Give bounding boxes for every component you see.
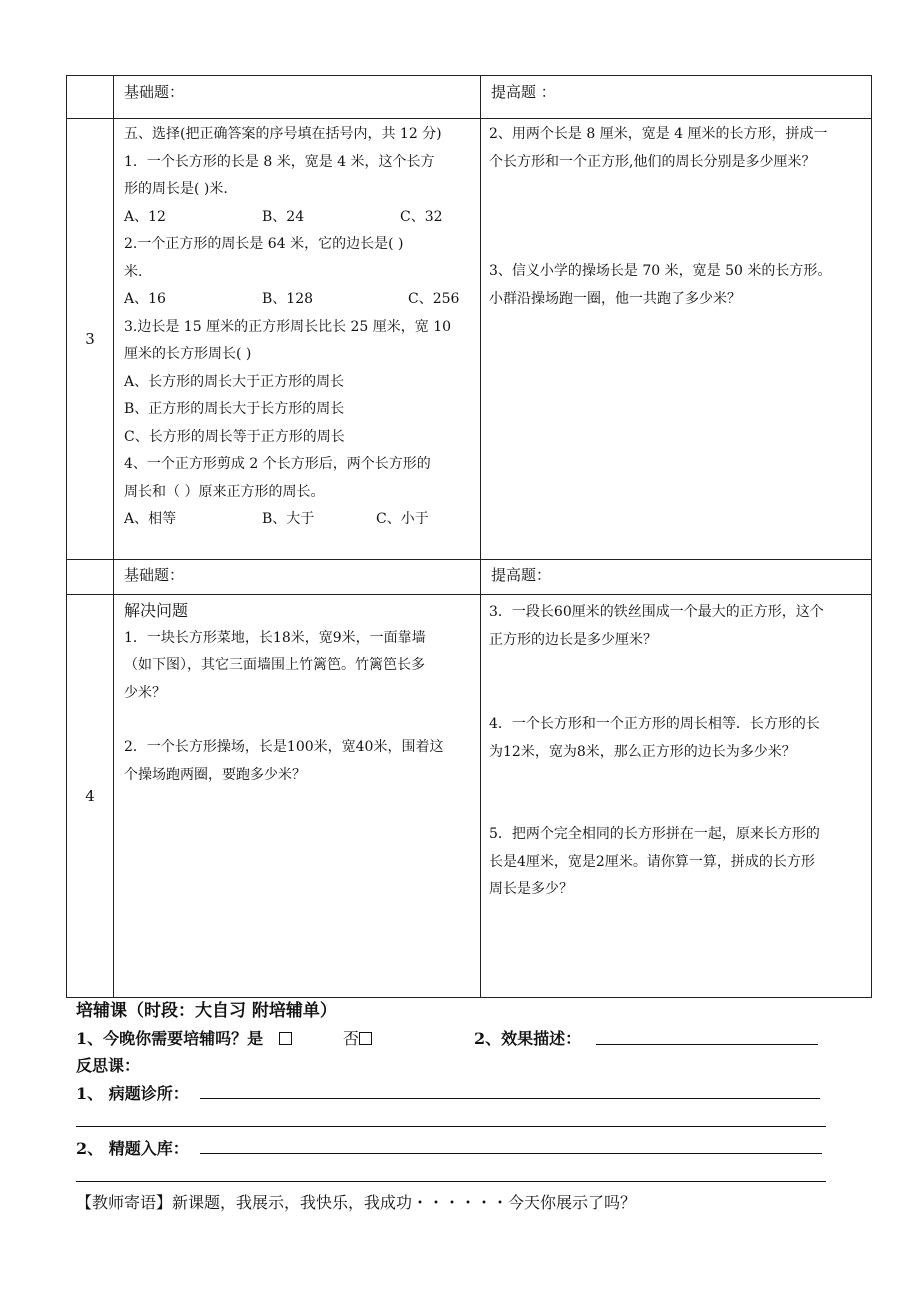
row3-line-9: B、正方形的周长大于长方形的周长 [124,401,345,417]
row4-q2-line-2: 个操场跑两圈，要跑多少米？ [124,766,306,783]
row4-body-row [67,595,872,998]
option-a: A、12 [124,208,166,225]
option-c: C、32 [400,208,443,225]
tutoring-title: 培辅课（时段：大自习 附培辅单） [76,1001,337,1021]
tutoring-question-label: 1、今晚你需要培辅吗？是 [76,1029,264,1048]
row4-adv-q3-line-1: 3．一段长60厘米的铁丝围成一个最大的正方形，这个 [489,604,824,620]
row3-number: 3 [67,119,114,560]
row3-adv-q3-line-2: 小群沿操场跑一圈，他一共跑了多少米？ [489,290,741,307]
row4-header-row [67,560,872,595]
row4-advanced-cell [481,595,872,998]
row3-line-6: 3.边长是 15 厘米的正方形周长比长 25 厘米，宽 10 [124,318,452,335]
row4-q1-line-1: 1．一块长方形菜地，长18米，宽9米，一面靠墙 [124,629,426,646]
option-b: B、128 [262,291,314,307]
row3-line-10: C、长方形的周长等于正方形的周长 [124,428,345,445]
reflection-title: 反思课： [76,1056,141,1075]
row4-q1-line-2: （如下图），其它三面墙围上竹篱笆。竹篱笆长多 [124,657,425,673]
row3-advanced-cell [481,119,872,560]
row4-header-num-cell [67,560,114,595]
exercise-table [66,75,872,998]
yes-checkbox[interactable] [279,1032,292,1045]
row3-adv-q2-line-1: 2、用两个长是 8 厘米，宽是 4 厘米的长方形，拼成一 [489,126,828,142]
option-a: A、16 [124,291,166,307]
row4-basic-cell [114,595,481,998]
option-b: B、大于 [262,511,315,527]
row4-advanced-header: 提高题： [481,560,872,595]
row3-line-4: 2.一个正方形的周长是 64 米，它的边长是( ) [124,236,404,252]
option-a: A、相等 [124,511,177,527]
effect-answer-line[interactable] [596,1044,818,1045]
row3-basic-cell [114,119,481,560]
row3-line-5: 米. [124,263,143,280]
row4-adv-q4-line-1: 4．一个长方形和一个正方形的周长相等．长方形的长 [489,716,820,732]
teacher-motto: 【教师寄语】新课题，我展示，我快乐，我成功・・・・・・今天你展示了吗？ [76,1193,637,1212]
row3-header-row [67,76,872,119]
option-c: C、256 [408,291,460,307]
row3-line-8: A、长方形的周长大于正方形的周长 [124,373,345,390]
row4-adv-q4-line-2: 为12米，宽为8米，那么正方形的边长为多少米？ [489,743,796,760]
row3-header-num-cell [67,76,114,119]
row3-adv-q2-line-2: 个长方形和一个正方形,他们的周长分别是多少厘米？ [489,153,816,170]
row4-q1-line-3: 少米？ [124,684,166,701]
collection-answer-line[interactable] [200,1153,822,1154]
row3-line-2: 1．一个长方形的长是 8 米，宽是 4 米，这个长方 [124,153,435,170]
row4-q2-line-1: 2．一个长方形操场，长是100米，宽40米，围着这 [124,739,444,755]
row4-adv-q3-line-2: 正方形的边长是多少厘米？ [489,631,657,648]
row4-adv-q5-line-3: 周长是多少？ [489,881,573,897]
option-b: B、24 [262,208,305,225]
diagnosis-answer-line[interactable] [200,1098,820,1099]
row3-line-3: 形的周长是( )米. [124,181,228,197]
row4-number: 4 [67,595,114,998]
row3-line-12: 周长和（ ）原来正方形的周长。 [124,483,325,500]
row4-adv-q5-line-1: 5．把两个完全相同的长方形拼在一起，原来长方形的 [489,826,820,842]
row4-adv-q5-line-2: 长是4厘米，宽是2厘米。请你算一算，拼成的长方形 [489,853,815,870]
row3-q4-options [124,506,474,534]
tutoring-question [76,1026,372,1049]
row3-advanced-header: 提高题 ： [481,76,872,119]
collection-label: 2、 精题入库： [76,1139,189,1158]
row3-line-11: 4、一个正方形剪成 2 个长方形后，两个长方形的 [124,456,431,472]
row3-q2-options [124,286,474,314]
row4-basic-header: 基础题： [114,560,481,595]
row3-basic-header: 基础题： [114,76,481,119]
no-checkbox[interactable] [359,1032,372,1045]
diagnosis-label: 1、 病题诊所： [76,1084,189,1103]
collection-answer-line-2[interactable] [76,1181,826,1182]
row3-adv-q3-line-1: 3、信义小学的操场长是 70 米，宽是 50 米的长方形。 [489,263,832,279]
option-c: C、小于 [376,511,429,527]
effect-label: 2、效果描述： [474,1029,582,1048]
row4-section-title: 解决问题 [124,601,189,620]
row3-q1-options [124,204,474,232]
row3-line-1: 五、选择(把正确答案的序号填在括号内，共 12 分) [124,126,442,142]
no-label: 否 [342,1029,359,1048]
row3-line-7: 厘米的长方形周长( ) [124,346,252,362]
row3-body-row [67,119,872,560]
diagnosis-answer-line-2[interactable] [76,1126,826,1127]
